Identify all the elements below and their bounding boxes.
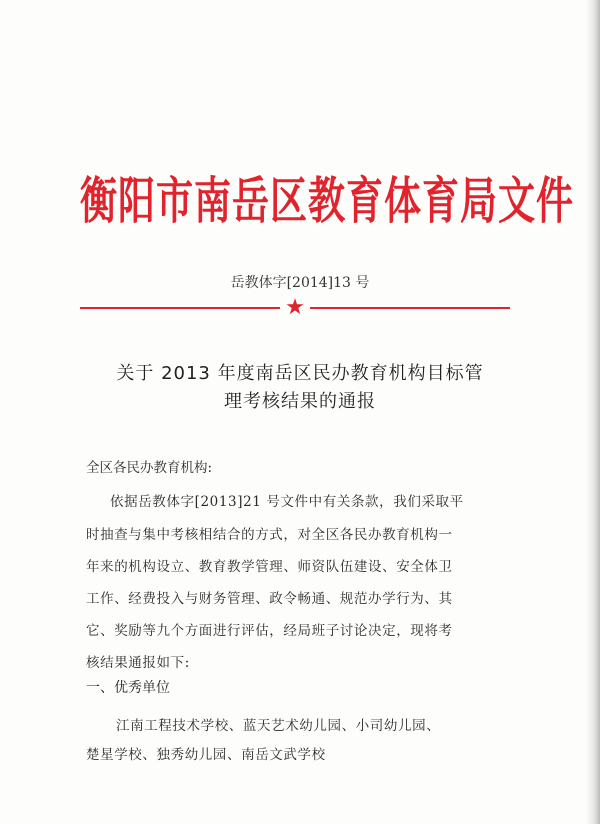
document-title bbox=[80, 360, 520, 416]
red-divider-left bbox=[80, 307, 280, 309]
document-number: 岳教体字[2014]13 号 bbox=[230, 275, 370, 291]
excellent-units-line: 江南工程技术学校、蓝天艺术幼儿园、小司幼儿园、 bbox=[116, 718, 441, 734]
salutation: 全区各民办教育机构: bbox=[86, 460, 213, 476]
title-line-2: 理考核结果的通报 bbox=[224, 391, 376, 412]
scan-edge-shadow bbox=[586, 0, 600, 824]
paragraph-line: 工作、经费投入与财务管理、政令畅通、规范办学行为、其 bbox=[86, 591, 453, 607]
paragraph-line: 年来的机构设立、教育教学管理、师资队伍建设、安全体卫 bbox=[86, 559, 453, 575]
paragraph-line: 时抽查与集中考核相结合的方式，对全区各民办教育机构一 bbox=[86, 527, 453, 543]
section-heading-excellent: 一、优秀单位 bbox=[86, 680, 170, 696]
excellent-units-line: 楚星学校、独秀幼儿园、南岳文武学校 bbox=[86, 747, 326, 763]
paragraph-line: 它、奖励等九个方面进行评估，经局班子讨论决定，现将考 bbox=[86, 623, 453, 639]
star-icon: ★ bbox=[285, 295, 305, 320]
red-divider-right bbox=[310, 307, 510, 309]
masthead-title: 衡阳市南岳区教育体育局文件 bbox=[80, 170, 574, 231]
paragraph-line: 核结果通报如下: bbox=[86, 655, 190, 671]
title-line-1: 关于 2013 年度南岳区民办教育机构目标管 bbox=[116, 363, 484, 384]
paragraph-line: 依据岳教体字[2013]21 号文件中有关条款，我们采取平 bbox=[110, 494, 464, 510]
